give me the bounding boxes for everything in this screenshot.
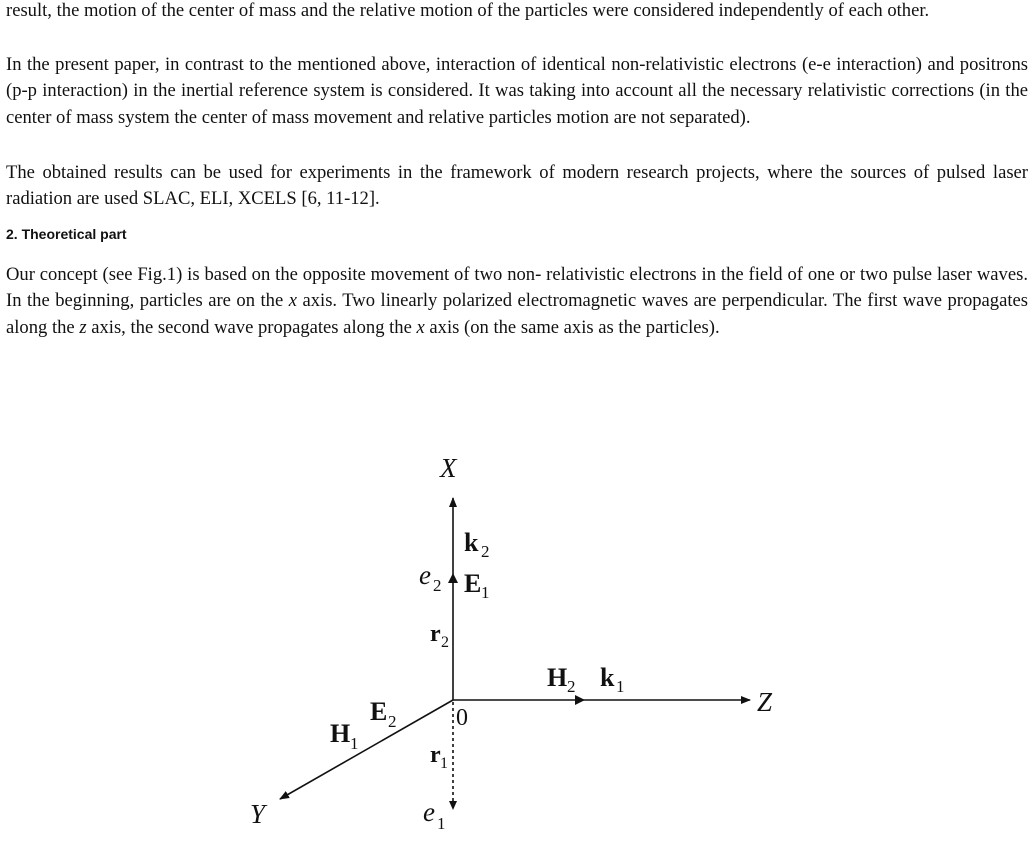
H2-label: [547, 663, 576, 696]
paragraph-3-text: The obtained results can be used for experiments in the framework of modern research projects, where the sources of pulsed laser radiation are used SLAC, ELI, XCELS [6, 11-12].: [6, 162, 1028, 210]
origin-label: 0: [456, 705, 468, 731]
E1-label: [464, 569, 490, 602]
variable-x: x: [288, 290, 297, 312]
y-axis-label: Y: [250, 799, 266, 829]
k1-base: k: [600, 663, 615, 692]
e1-subscript: 1: [437, 814, 446, 833]
k2-label: [464, 528, 490, 561]
paragraph-4-text-2: axis. Two linearly polarized electromagnetic waves are perpendicular. The first wave propagates along the: [6, 290, 1029, 338]
k1-label: [600, 663, 625, 696]
e1-base: e: [423, 797, 435, 827]
variable-z: z: [79, 316, 87, 338]
E2-label: [370, 697, 397, 731]
E1-base: E: [464, 569, 482, 598]
H1-label: [330, 719, 359, 753]
r2-label: [430, 621, 449, 651]
H2-base: H: [547, 663, 568, 692]
e2-label: [419, 560, 442, 595]
section-heading: 2. Theoretical part: [6, 226, 127, 242]
e1-arrow-marker: [449, 801, 457, 810]
y-axis-line: [280, 700, 453, 799]
paragraph-4-text-3: axis, the second wave propagates along the: [86, 316, 417, 338]
h2-arrow-marker: [575, 695, 585, 705]
H1-subscript: 1: [350, 734, 359, 753]
paragraph-4-text-1: Our concept (see Fig.1) is based on the opposite movement of two non- relativistic electrons in the field of one or two pulse laser waves. In the beginning, particles are on the: [6, 264, 1028, 312]
E2-base: E: [370, 697, 388, 726]
paragraph-4-text-4: axis (on the same axis as the particles).: [424, 316, 720, 338]
r2-subscript: 2: [441, 634, 449, 651]
E2-subscript: 2: [388, 712, 397, 731]
k2-base: k: [464, 528, 479, 557]
e2-base: e: [419, 560, 431, 590]
e1-label: [423, 797, 446, 833]
H1-base: H: [330, 719, 351, 748]
z-axis-label: Z: [757, 687, 773, 717]
r1-label: [430, 742, 448, 772]
paragraph-2-text: In the present paper, in contrast to the mentioned above, interaction of identical non-relativistic electrons (e-e interaction) and positrons (p-p interaction) in the inertial reference system is considered. It was taking into account all the necessary relativistic corrections (in the center of mass system the center of mass movement and relative particles motion are not separated).: [6, 54, 1028, 128]
k2-subscript: 2: [481, 542, 490, 561]
r1-base: r: [430, 742, 441, 768]
paragraph-1-text: result, the motion of the center of mass and the relative motion of the particles were considered independently of each other.: [6, 0, 930, 21]
variable-x: x: [416, 316, 425, 338]
H2-subscript: 2: [567, 677, 576, 696]
e2-subscript: 2: [433, 576, 442, 595]
r2-base: r: [430, 621, 441, 647]
k1-subscript: 1: [616, 677, 625, 696]
e2-arrow-marker: [448, 573, 458, 583]
x-axis-label: X: [440, 453, 457, 483]
r1-subscript: 1: [440, 755, 448, 772]
E1-subscript: 1: [481, 583, 490, 602]
